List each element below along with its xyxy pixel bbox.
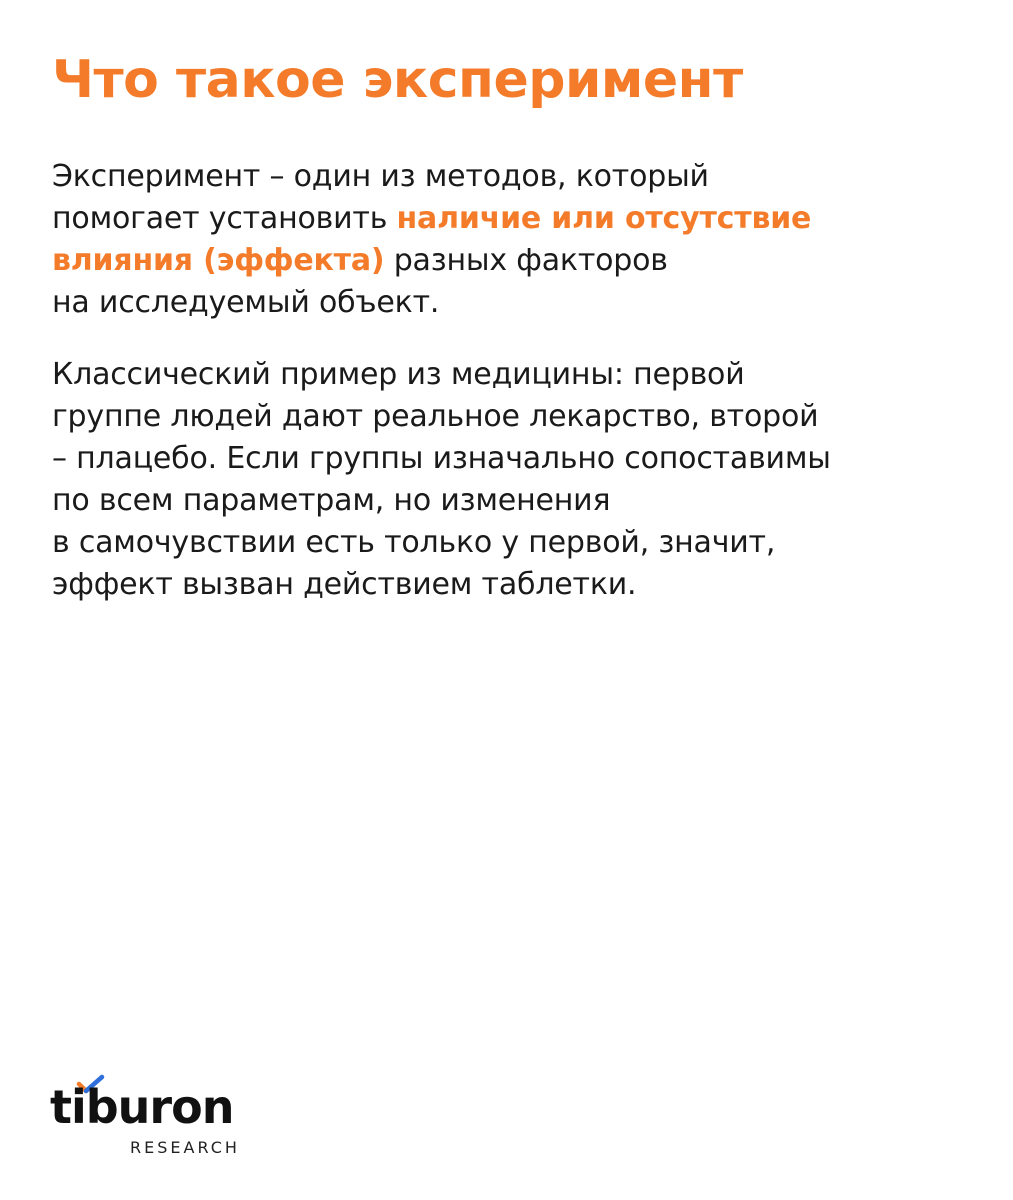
highlight-text: влияния (эффекта) bbox=[52, 243, 385, 278]
definition-line-3 bbox=[52, 240, 982, 282]
highlight-text: наличие или отсутствие bbox=[396, 201, 812, 236]
logo-wordmark: tiburon bbox=[50, 1080, 234, 1134]
logo-subtitle: RESEARCH bbox=[130, 1138, 240, 1157]
page-title: Что такое эксперимент bbox=[52, 50, 743, 110]
example-line: группе людей дают реальное лекарство, второй bbox=[52, 399, 819, 434]
definition-text: разных факторов bbox=[384, 243, 668, 278]
definition-line-1: Эксперимент – один из методов, который bbox=[52, 159, 709, 194]
example-line: – плацебо. Если группы изначально сопоставимы bbox=[52, 441, 831, 476]
example-line: эффект вызван действием таблетки. bbox=[52, 567, 637, 602]
example-line: по всем параметрам, но изменения bbox=[52, 483, 611, 518]
example-line: в самочувствии есть только у первой, значит, bbox=[52, 525, 776, 560]
definition-paragraph bbox=[52, 156, 982, 324]
example-paragraph bbox=[52, 354, 982, 606]
definition-text: помогает установить bbox=[52, 201, 397, 236]
definition-line-2 bbox=[52, 198, 982, 240]
example-line: Классический пример из медицины: первой bbox=[52, 357, 745, 392]
tiburon-logo bbox=[50, 1074, 260, 1164]
definition-line-4: на исследуемый объект. bbox=[52, 285, 440, 320]
